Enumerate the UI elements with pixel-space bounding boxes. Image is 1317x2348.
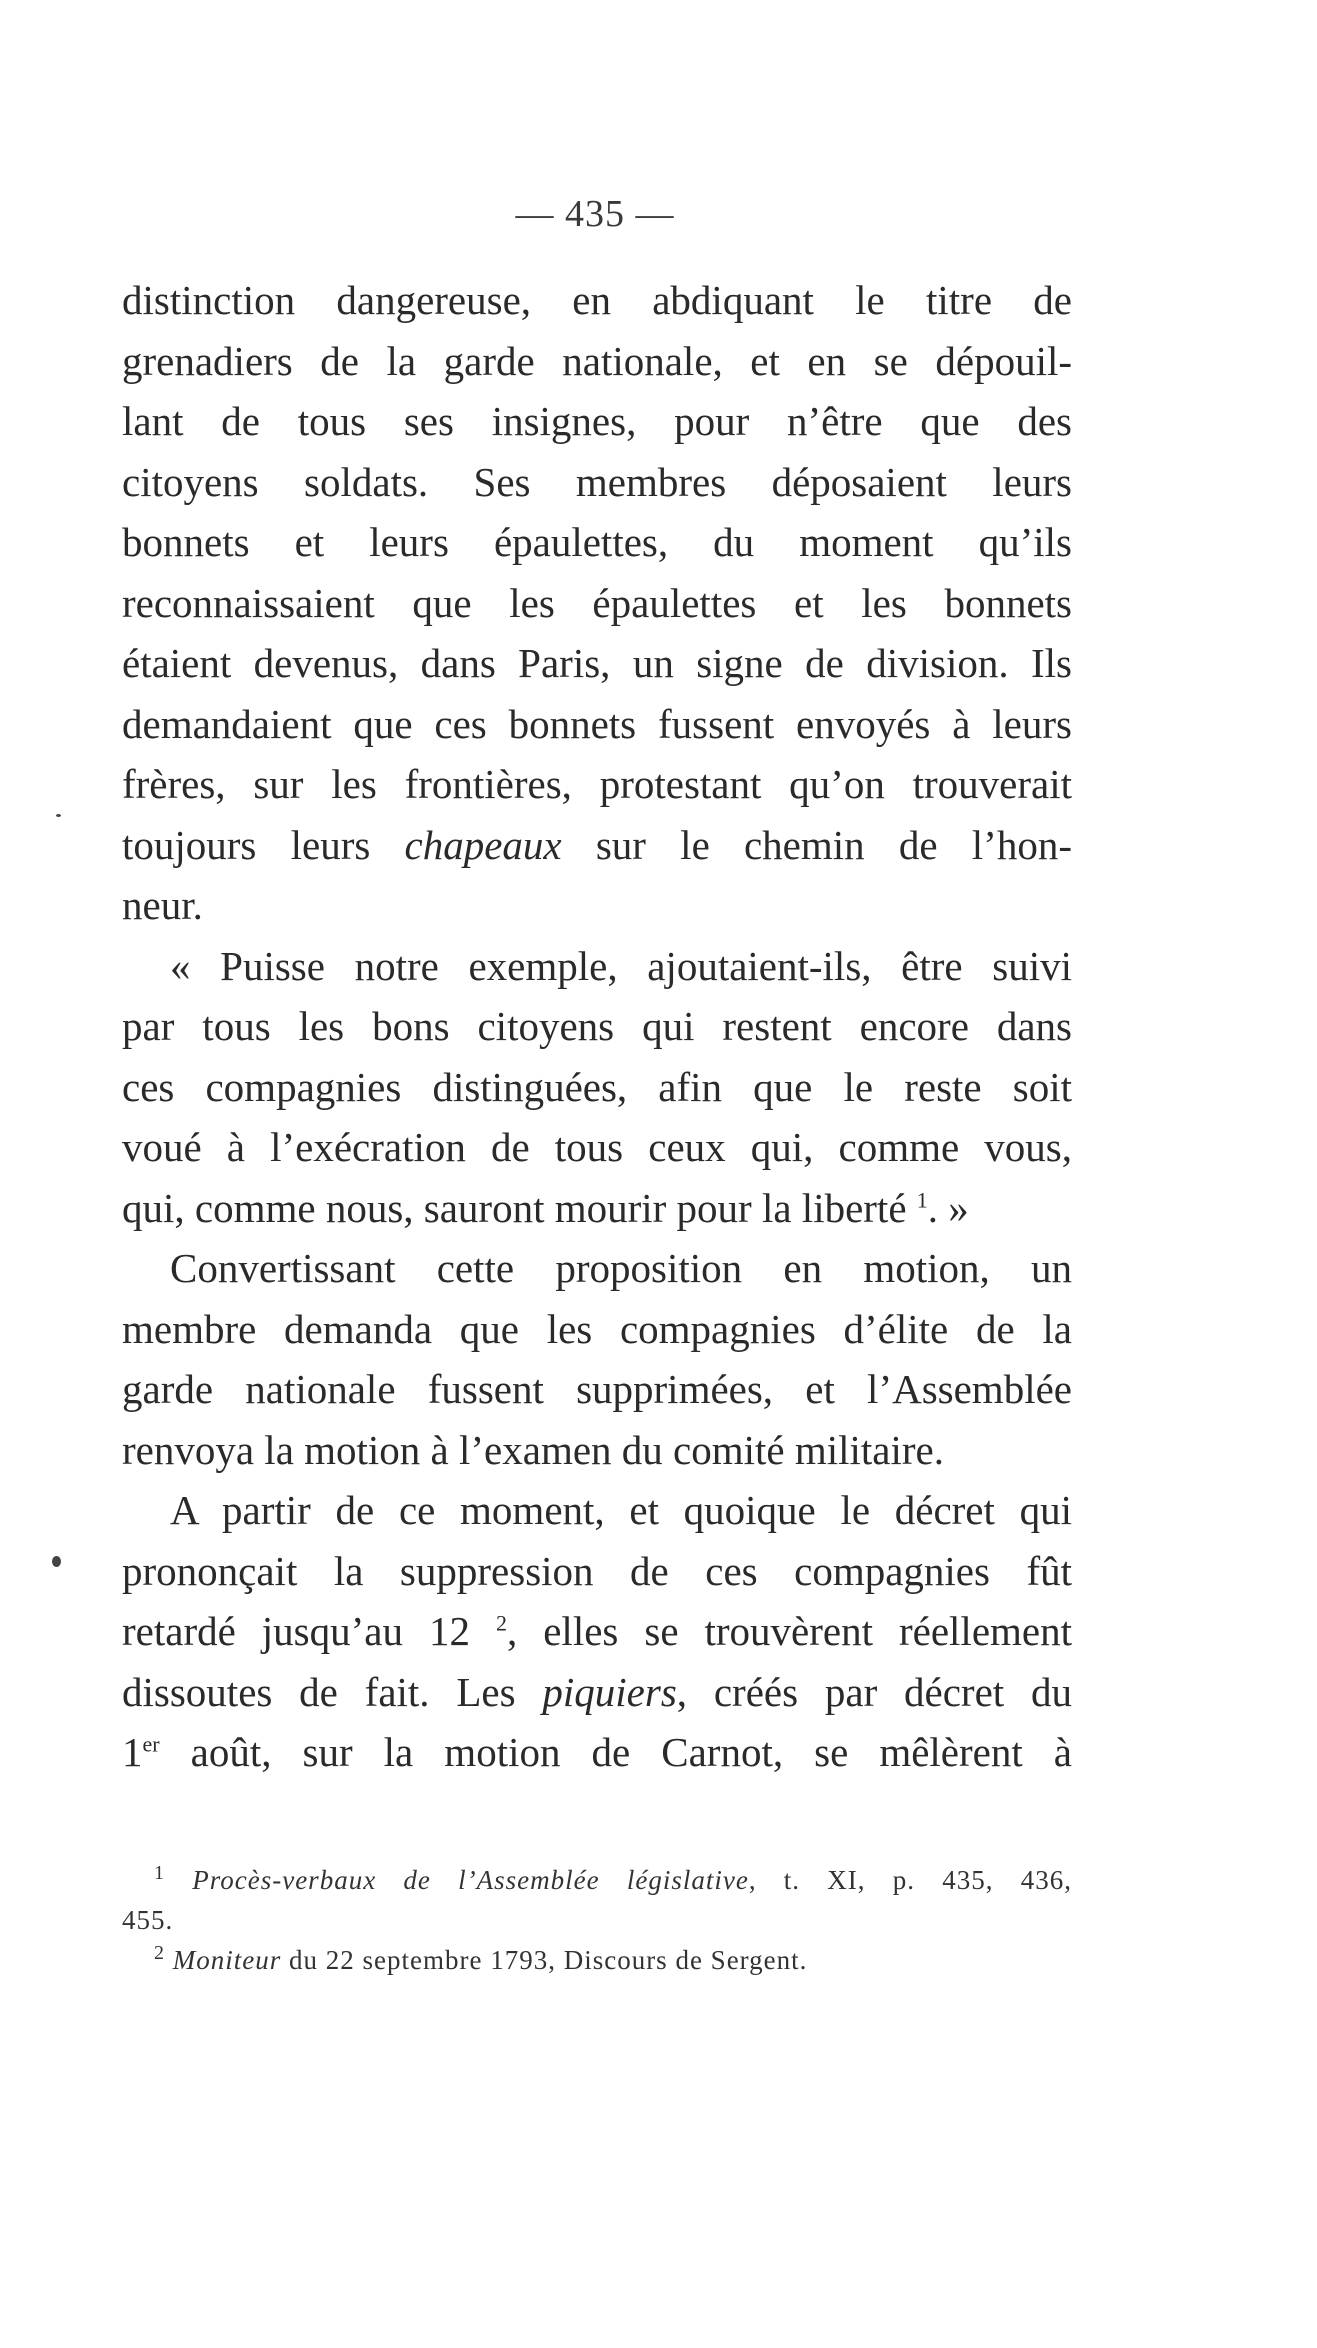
footnote-ref: 2 [495,1610,507,1636]
text-segment: août, sur la motion de Carnot, se mêlèrent à [159,1729,1072,1775]
text-line: A partir de ce moment, et quoique le décret qui [170,1487,1072,1533]
text-line: voué à l’exécration de tous ceux qui, comme vous, [122,1124,1072,1170]
text-line: étaient devenus, dans Paris, un signe de division. Ils [122,640,1072,686]
ink-speck [52,1556,61,1567]
text-line: bonnets et leurs épaulettes, du moment qu’ils [122,519,1072,565]
footnote-line: 455. [122,1905,174,1935]
text-line: citoyens soldats. Ses membres déposaient leurs [122,458,1072,505]
footnote-marker: 2 [154,1942,165,1964]
ink-speck [56,814,61,817]
text-line [122,1178,1072,1239]
italic-word: chapeaux [404,821,562,868]
footnote-marker: 1 [154,1862,165,1884]
footnote-line [122,1860,1072,1900]
text-line: lant de tous ses insignes, pour n’être que des [122,398,1072,444]
text-line [122,1601,1072,1662]
footnote-text: , t. XI, p. 435, 436, [748,1865,1073,1895]
text-line: Convertissant cette proposition en motion, un [170,1245,1072,1291]
text-line: demandaient que ces bonnets fussent envoyés à leurs [122,700,1072,747]
text-line [122,815,1072,876]
text-line: frères, sur les frontières, protestant qu’on trouverait [122,761,1072,807]
text-line [122,1722,1072,1783]
text-line: neur. [122,882,203,928]
text-line: distinction dangereuse, en abdiquant le titre de [122,277,1072,323]
body-text [122,270,1072,1783]
text-line: garde nationale fussent supprimées, et l’Assemblée [122,1366,1072,1412]
footnote-ref: er [142,1731,160,1757]
page-number: — 435 — [515,193,675,235]
text-line: par tous les bons citoyens qui restent encore dans [122,1003,1072,1049]
text-line: reconnaissaient que les épaulettes et les bonnets [122,579,1072,626]
footnote-line [122,1940,1072,1980]
footnotes [122,1860,1072,1980]
text-segment: . » [927,1184,969,1231]
text-line: membre demanda que les compagnies d’élite de la [122,1305,1072,1352]
footnote-source: Moniteur [172,1945,282,1975]
text-segment: sur le chemin de l’hon- [561,821,1072,868]
footnote-ref: 1 [916,1186,928,1212]
text-line: « Puisse notre exemple, ajoutaient-ils, être suivi [170,942,1072,989]
text-segment: , créés par décret du [676,1668,1072,1715]
text-line [122,1662,1072,1723]
text-segment: toujours leurs [122,821,405,868]
text-segment: retardé jusqu’au 12 [122,1608,496,1654]
text-segment: dissoutes de fait. Les [122,1668,543,1715]
text-line: renvoya la motion à l’examen du comité militaire. [122,1426,945,1473]
text-segment: , elles se trouvèrent réellement [506,1608,1072,1654]
text-line: prononçait la suppression de ces compagnies fût [122,1547,1072,1594]
text-line: ces compagnies distinguées, afin que le reste soit [122,1063,1072,1110]
text-line: grenadiers de la garde nationale, et en se dépouil- [122,337,1072,384]
text-segment: 1 [122,1729,143,1775]
text-segment: qui, comme nous, sauront mourir pour la liberté [122,1184,917,1231]
footnote-text: du 22 septembre 1793, Discours de Sergent. [281,1945,808,1975]
italic-word: piquiers [542,1668,677,1715]
footnote-source: Procès-verbaux de l’Assemblée législative [192,1865,749,1895]
